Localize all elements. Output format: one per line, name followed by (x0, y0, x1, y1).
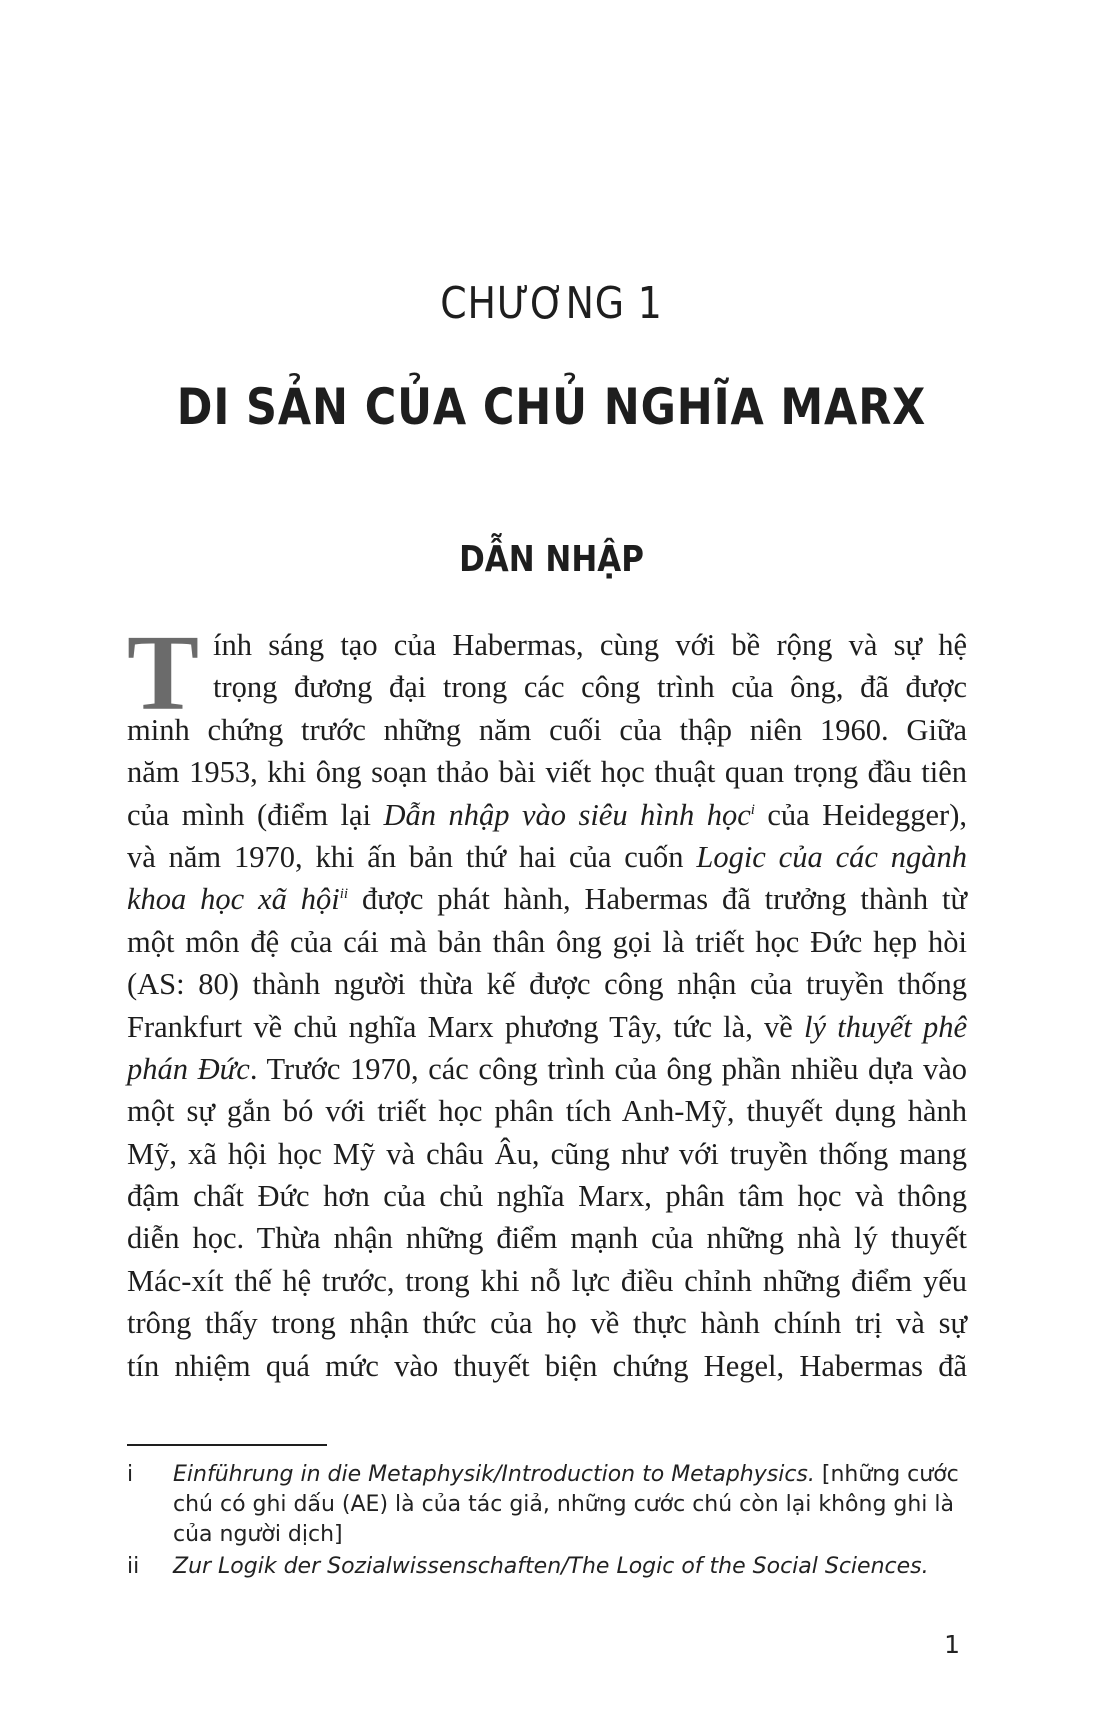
text-line: của mình (điểm lại Dẫn nhập vào siêu hình học$^i$ của Heidegger), (127, 797, 967, 832)
text-line: Mác-xít thế hệ trước, trong khi nỗ lực điều chỉnh những điểm yếu (127, 1263, 967, 1298)
chapter-label: CHƯƠNG 1 (440, 278, 663, 329)
footnote-ref: i (750, 801, 755, 818)
text-line: Frankfurt về chủ nghĩa Marx phương Tây, tức là, về lý thuyết phê (127, 1009, 967, 1044)
text-line: Mỹ, xã hội học Mỹ và châu Âu, cũng như với truyền thống mang (127, 1136, 967, 1171)
page-number: 1 (944, 1630, 960, 1659)
text-line: tín nhiệm quá mức vào thuyết biện chứng Hegel, Habermas đã (127, 1348, 967, 1383)
text-line: diễn học. Thừa nhận những điểm mạnh của những nhà lý thuyết (127, 1221, 967, 1256)
footnote-text: Zur Logik der Sozialwissenschaften/The Logic of the Social Sciences. (173, 1554, 929, 1579)
footnote-text: Einführung in die Metaphysik/Introduction to Metaphysics. [những cước chú có ghi dấu (AE) là của tác giả, những cước chú còn lại không ghi là của người dịch] (173, 1462, 959, 1547)
text-line: minh chứng trước những năm cuối của thập niên 1960. Giữa (127, 712, 967, 747)
book-title: Logic của các ngành (696, 839, 967, 874)
text-line: một môn đệ của cái mà bản thân ông gọi là triết học Đức hẹp hòi (127, 924, 967, 959)
emphasis: phán Đức (127, 1051, 250, 1086)
footnote-marker: ii (127, 1554, 140, 1579)
text-line: (AS: 80) thành người thừa kế được công nhận của truyền thống (127, 967, 967, 1002)
body-paragraph (127, 624, 967, 1387)
section-title: DẪN NHẬP (459, 539, 644, 580)
text-line: phán Đức. Trước 1970, các công trình của ông phần nhiều dựa vào (127, 1051, 968, 1086)
drop-cap: T (127, 614, 200, 733)
text-line: một sự gắn bó với triết học phân tích Anh-Mỹ, thuyết dụng hành (127, 1094, 967, 1129)
text-line: khoa học xã hội$^{ii}$ được phát hành, Habermas đã trưởng thành từ (127, 882, 967, 917)
text-line: và năm 1970, khi ấn bản thứ hai của cuốn Logic của các ngành (127, 839, 967, 874)
footnote-item (127, 1460, 967, 1550)
book-title: khoa học xã hội (127, 882, 340, 917)
footnote-item (127, 1552, 967, 1582)
text-line: ính sáng tạo của Habermas, cùng với bề rộng và sự hệ (213, 628, 967, 662)
emphasis: lý thuyết phê (804, 1009, 967, 1044)
footnote-ref: ii (339, 886, 349, 903)
book-title: Dẫn nhập vào siêu hình học (383, 797, 751, 832)
chapter-title: DI SẢN CỦA CHỦ NGHĨA MARX (176, 378, 927, 436)
footnotes (127, 1460, 967, 1584)
text-line: năm 1953, khi ông soạn thảo bài viết học thuật quan trọng đầu tiên (127, 755, 967, 790)
text-line: trọng đương đại trong các công trình của ông, đã được (213, 670, 967, 705)
footnote-divider (127, 1444, 327, 1446)
text-line: đậm chất Đức hơn của chủ nghĩa Marx, phân tâm học và thông (127, 1179, 967, 1214)
footnote-marker: i (127, 1462, 134, 1487)
text-line: trông thấy trong nhận thức của họ về thực hành chính trị và sự (127, 1306, 967, 1341)
